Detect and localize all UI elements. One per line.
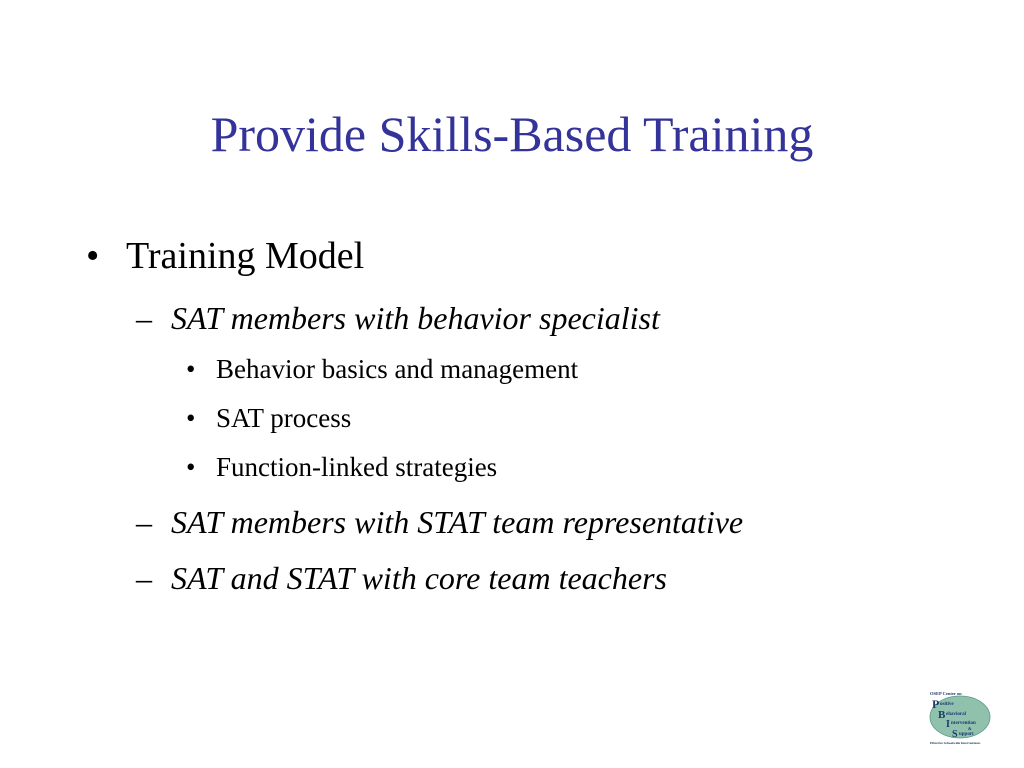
dash-marker: – — [136, 560, 152, 596]
sub-item-text: SAT members with STAT team representative — [171, 504, 744, 540]
sub-item-text: SAT and STAT with core team teachers — [171, 560, 667, 596]
sub-item-2 — [136, 502, 743, 542]
logo-word-intervention: ntervention — [951, 721, 976, 726]
bullet-marker: • — [186, 354, 196, 384]
pbis-logo-icon — [926, 690, 1002, 746]
logo-letter-i: I — [946, 719, 950, 730]
bullet-marker: • — [186, 452, 196, 482]
slide-title: Provide Skills-Based Training — [210, 106, 814, 162]
logo-letter-s: S — [952, 729, 958, 740]
sub-sub-item-1 — [186, 352, 578, 386]
dash-marker: – — [136, 504, 152, 540]
dash-marker: – — [136, 300, 152, 336]
sub-item-3 — [136, 558, 667, 598]
logo-word-positive: ositive — [940, 702, 954, 707]
sub-sub-item-3 — [186, 450, 497, 484]
logo-word-support: upport — [959, 732, 974, 737]
sub-sub-item-text: Function-linked strategies — [216, 452, 498, 482]
logo-top-text: OSEP Center on — [930, 691, 962, 696]
sub-sub-item-2 — [186, 401, 351, 435]
logo-letter-b: B — [938, 709, 946, 721]
sub-item-1 — [136, 298, 660, 338]
logo-letter-p: P — [932, 697, 940, 711]
bullet-text: Training Model — [126, 235, 365, 277]
sub-sub-item-text: Behavior basics and management — [216, 354, 579, 384]
logo-word-behavioral: ehavioral — [946, 712, 966, 717]
bullet-marker: • — [86, 235, 100, 277]
sub-item-text: SAT members with behavior specialist — [171, 300, 660, 336]
bullet-level-1 — [86, 232, 364, 280]
logo-ampersand: & — [968, 726, 972, 731]
logo-bottom-text: Effective Schoolwide Interventions — [930, 741, 981, 745]
bullet-marker: • — [186, 403, 196, 433]
sub-sub-item-text: SAT process — [216, 403, 352, 433]
